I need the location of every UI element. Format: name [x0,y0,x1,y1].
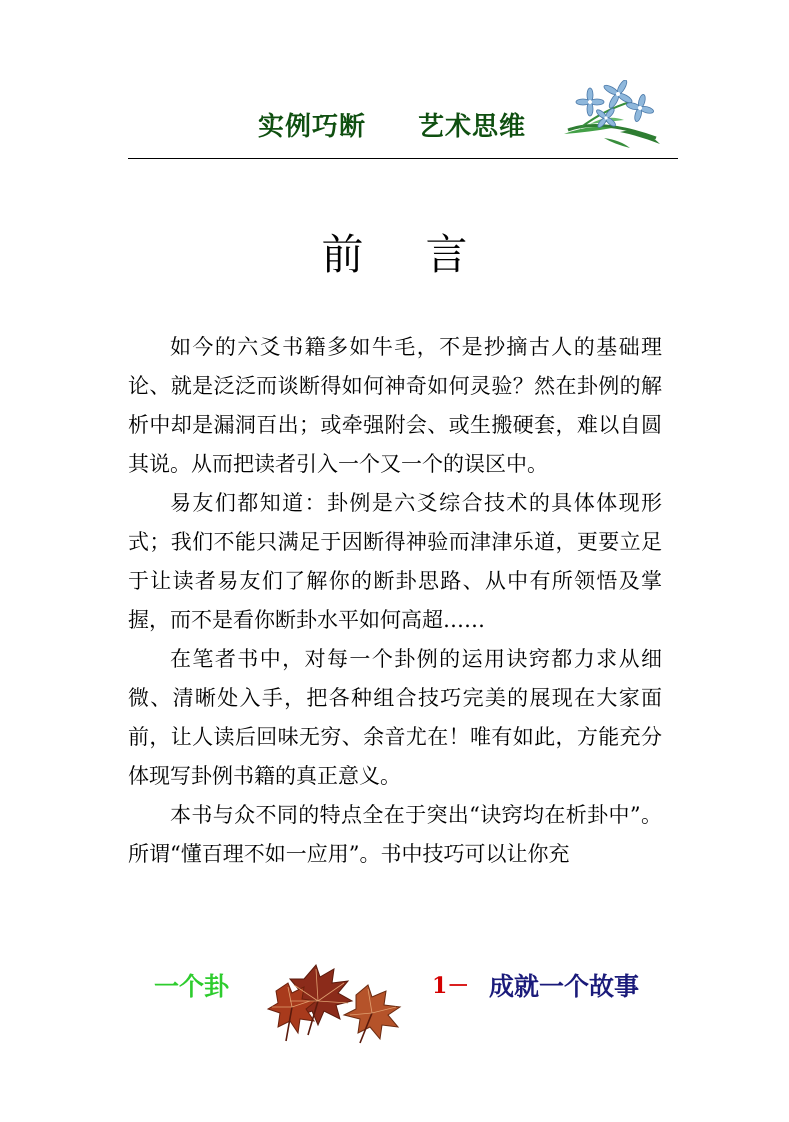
header-title-left: 实例巧断 [258,112,367,142]
paragraph: 易友们都知道：卦例是六爻综合技术的具体体现形式；我们不能只满足于因断得神验而津津乐道，更要立足于让读者易友们了解你的断卦思路、从中有所领悟及掌握，而不是看你断卦水平如何高超…… [128,491,662,632]
paragraph: 如今的六爻书籍多如牛毛，不是抄摘古人的基础理论、就是泛泛而谈断得如何神奇如何灵验？然在卦例的解析中却是漏洞百出；或牵强附会、或生搬硬套，难以自圆其说。从而把读者引入一个又一个的误区中。 [128,335,662,476]
blue-flower-icon [560,80,664,150]
page-title: 前言 [321,230,530,279]
footer-right-text: 成就一个故事 [489,972,640,1001]
paragraph: 本书与众不同的特点全在于突出“诀窍均在析卦中”。所谓“懂百理不如一应用”。书中技巧可以让你充 [128,803,662,866]
paragraph: 在笔者书中，对每一个卦例的运用诀窍都力求从细微、清晰处入手，把各种组合技巧完美的展现在大家面前，让人读后回味无穷、余音尤在！唯有如此，方能充分体现写卦例书籍的真正意义。 [128,647,662,788]
footer-page-number: 1－ [432,973,470,999]
body-text [128,328,662,874]
maple-leaves-icon [264,961,414,1045]
page-footer [0,955,789,1045]
header-title [258,106,526,143]
header-title-right: 艺术思维 [418,112,527,142]
footer-left-text: 一个卦 [154,972,230,1001]
header-rule [128,158,678,159]
